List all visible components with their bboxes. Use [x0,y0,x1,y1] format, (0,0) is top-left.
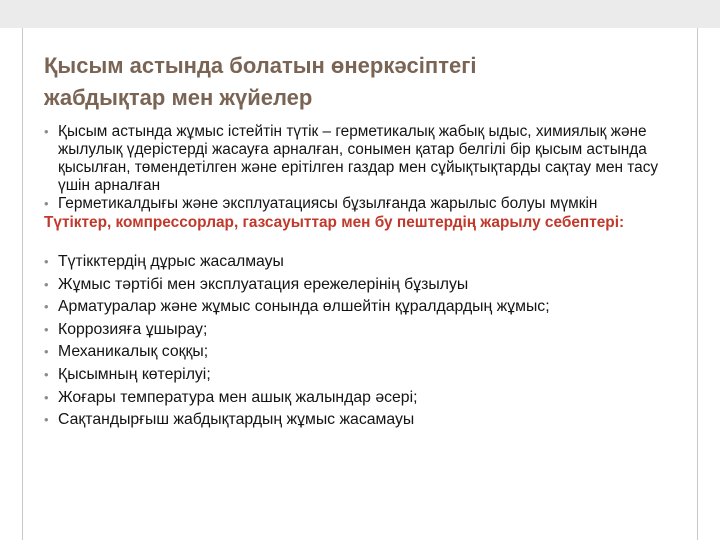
bullet-icon: • [44,124,49,139]
bullet-icon: • [44,366,49,382]
list-item [44,409,694,432]
list-item [44,251,694,274]
bullet-icon: • [44,276,49,292]
list-item [44,387,694,410]
list-item [44,341,694,364]
slide-title-line-2: жабдықтар мен жүйелер [44,85,313,110]
slide-content [44,123,694,432]
list-item [44,364,694,387]
bullet-text: Түтікктердің дұрыс жасалмауы [58,253,284,270]
list-item [44,123,694,195]
list-item [44,296,694,319]
bullet-icon: • [44,412,49,428]
bullet-text: Қысымның көтерілуі; [58,365,211,383]
bullet-icon: • [44,196,49,211]
causes-subheading: Түтіктер, компрессорлар, газсауыттар мен бу пештердің жарылу себептері: [44,214,625,231]
bullet-text: Сақтандырғыш жабдықтардың жұмыс жасамауы [58,411,415,429]
slide-left-rule [22,28,23,540]
intro-bullet-list [44,123,694,213]
list-item [44,319,694,342]
bullet-icon: • [44,299,49,315]
slide-title [44,50,684,114]
bullet-text: Герметикалдығы және эксплуатациясы бұзылғанда жарылыс болуы мүмкін [58,195,598,212]
bullet-text: Коррозияға ұшырау; [58,320,208,338]
bullet-icon: • [44,254,49,269]
bullet-icon: • [44,321,49,337]
list-item [44,274,694,297]
bullet-text: Жұмыс тәртібі мен эксплуатация ережелерінің бұзылуы [58,275,469,293]
list-item [44,195,694,213]
slide-right-rule [697,28,698,540]
bullet-text: Механикалық соққы; [58,343,209,361]
slide-title-line-1: Қысым астында болатын өнеркәсіптегі [44,53,477,78]
bullet-icon: • [44,389,49,405]
bullet-text: Жоғары температура мен ашық жалындар әсері; [58,388,418,406]
bullet-text: Қысым астында жұмыс істейтін түтік – герметикалық жабық ыдыс, химиялық және жылулық үдерістерді жасауға арналған, сонымен қатар белгілі бір қысым астында қысылған, төмендетілген және ерітілген газдар мен сұйықтықтарды сақтау мен тасу үшін арналған [58,123,659,194]
bullet-text: Арматуралар және жұмыс сонында өлшейтін құралдардың жұмыс; [58,298,550,316]
causes-bullet-list [44,251,694,432]
slide-top-band [0,0,720,28]
bullet-icon: • [44,344,49,360]
